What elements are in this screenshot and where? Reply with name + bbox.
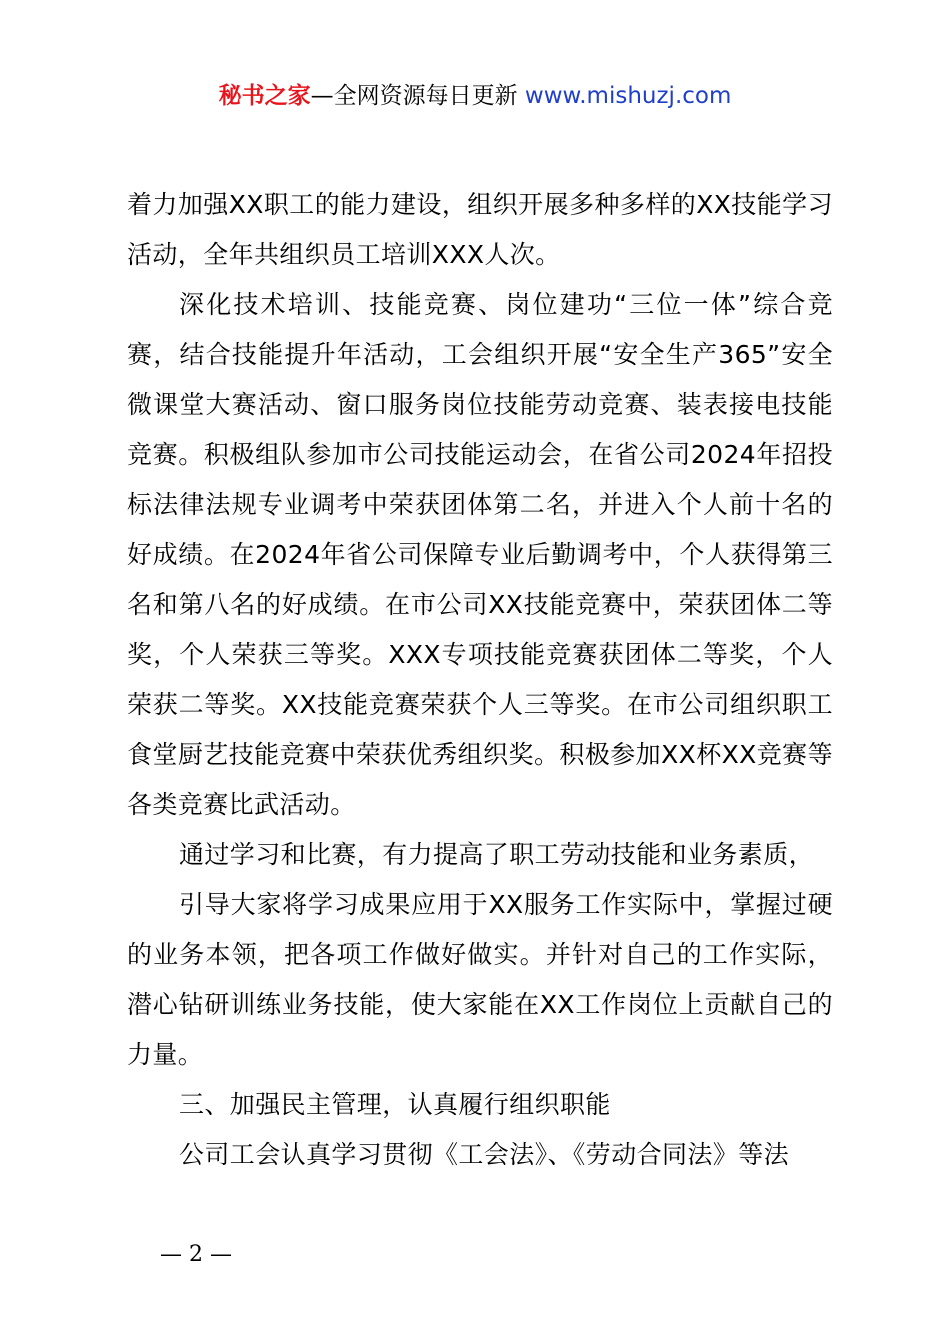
page-number: — 2 —	[160, 1242, 232, 1267]
paragraph-continuation: 着力加强XX职工的能力建设，组织开展多种多样的XX技能学习活动，全年共组织员工培训XXX人次。	[127, 190, 833, 269]
paragraph-union-law: 公司工会认真学习贯彻《工会法》、《劳动合同法》等法	[179, 1140, 790, 1169]
document-body	[127, 180, 833, 1180]
brand-name: 秘书之家	[218, 83, 311, 109]
header-tagline: —全网资源每日更新	[310, 83, 518, 109]
paragraph-apply-learning: 引导大家将学习成果应用于XX服务工作实际中，掌握过硬的业务本领，把各项工作做好做实。并针对自己的工作实际，潜心钻研训练业务技能，使大家能在XX工作岗位上贡献自己的力量。	[127, 890, 833, 1069]
header-url-link[interactable]: www.mishuzj.com	[524, 83, 732, 109]
page-header	[0, 80, 950, 112]
section-heading-democratic-management: 三、加强民主管理，认真履行组织职能	[179, 1090, 611, 1119]
paragraph-learning-results: 通过学习和比赛，有力提高了职工劳动技能和业务素质，	[179, 840, 815, 869]
paragraph-skills-competition: 深化技术培训、技能竞赛、岗位建功“三位一体”综合竞赛，结合技能提升年活动，工会组织开展“安全生产365”安全微课堂大赛活动、窗口服务岗位技能劳动竞赛、装表接电技能竞赛。积极组队参加市公司技能运动会，在省公司2024年招投标法律法规专业调考中荣获团体第二名，并进入个人前十名的好成绩。在2024年省公司保障专业后勤调考中，个人获得第三名和第八名的好成绩。在市公司XX技能竞赛中，荣获团体二等奖，个人荣获三等奖。XXX专项技能竞赛获团体二等奖，个人荣获二等奖。XX技能竞赛荣获个人三等奖。在市公司组织职工食堂厨艺技能竞赛中荣获优秀组织奖。积极参加XX杯XX竞赛等各类竞赛比武活动。	[127, 290, 833, 819]
